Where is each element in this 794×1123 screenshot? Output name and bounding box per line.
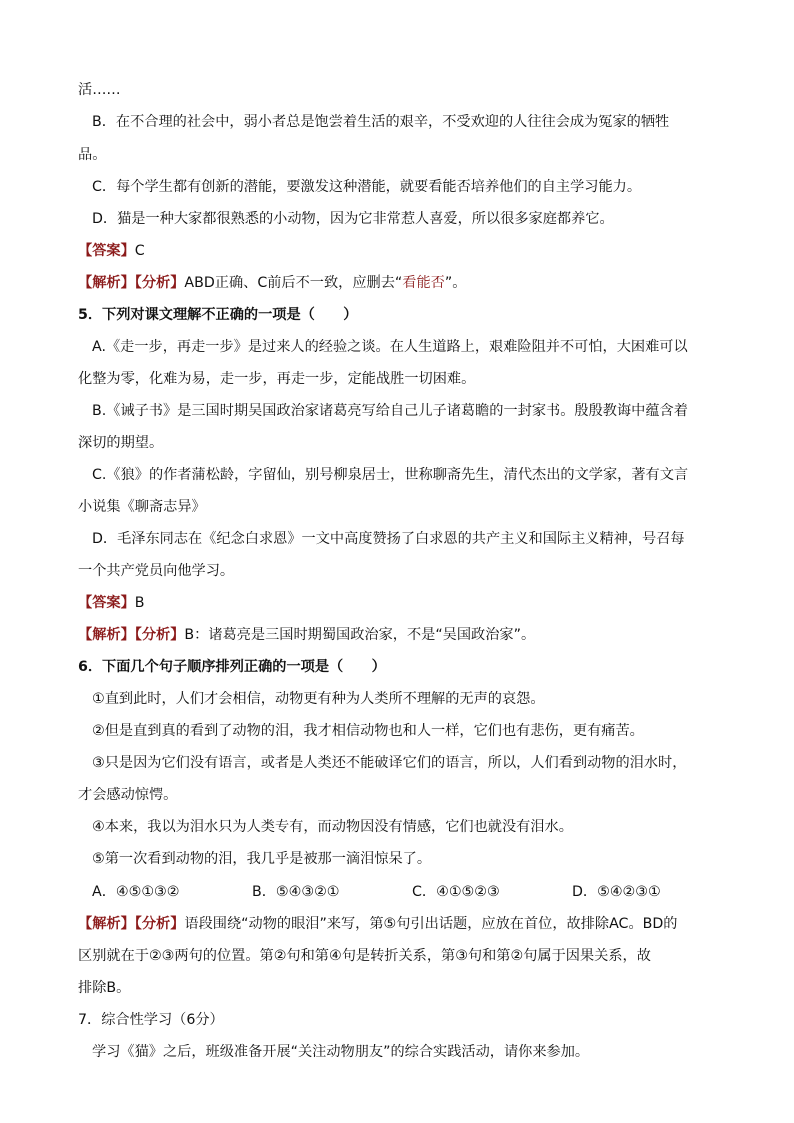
text-line: 深切的期望。 (78, 435, 164, 451)
text-line: 品。 (78, 147, 107, 163)
option-b-q6: B．⑤④③②① (252, 884, 340, 900)
question-5: 5．下列对课文理解不正确的一项是（ ） (78, 307, 358, 323)
analysis-tag: 【解析】【分析】 (78, 627, 185, 643)
answer-line-q4 (78, 241, 145, 261)
analysis-quote: 看能否 (402, 275, 445, 291)
analysis-tag: 【解析】【分析】 (78, 275, 185, 291)
option-d-q4: D．猫是一种大家都很熟悉的小动物，因为它非常惹人喜爱，所以很多家庭都养它。 (92, 211, 614, 227)
question-7-intro: 学习《猫》之后，班级准备开展“关注动物朋友”的综合实践活动，请你来参加。 (92, 1044, 590, 1060)
text-line: 区别就在于②③两句的位置。第②句和第④句是转折关系，第③句和第②句属于因果关系，故 (78, 948, 651, 964)
answer-tag: 【答案】 (78, 595, 135, 611)
text-line: 排除B。 (78, 980, 131, 996)
analysis-tag: 【解析】【分析】 (78, 916, 185, 932)
sentence-2: ②但是直到真的看到了动物的泪，我才相信动物也和人一样，它们也有悲伤，更有痛苦。 (92, 723, 644, 739)
sentence-3: ③只是因为它们没有语言，或者是人类还不能破译它们的语言，所以，人们看到动物的泪水时， (92, 755, 687, 771)
analysis-text: B：诸葛亮是三国时期蜀国政治家，不是“吴国政治家”。 (184, 627, 536, 643)
text-line: 一个共产党员向他学习。 (78, 563, 235, 579)
answer-value: B (134, 595, 145, 611)
analysis-end: ”。 (444, 275, 467, 291)
sentence-1: ①直到此时，人们才会相信，动物更有种为人类所不理解的无声的哀怨。 (92, 691, 545, 707)
option-c-q4: C．每个学生都有创新的潜能，要激发这种潜能，就要看能否培养他们的自主学习能力。 (92, 179, 642, 195)
option-d-q6: D．⑤④②③① (572, 884, 661, 900)
question-7: 7．综合性学习（6分） (78, 1012, 224, 1028)
option-c-q5: C.《狼》的作者蒲松龄，字留仙，别号柳泉居士，世称聊斋先生，清代杰出的文学家，著有文言 (92, 467, 689, 483)
sentence-4: ④本来，我以为泪水只为人类专有，而动物因没有情感，它们也就没有泪水。 (92, 819, 573, 835)
analysis-text: 语段围绕“动物的眼泪”来写，第⑤句引出话题，应放在首位，故排除AC。BD的 (184, 916, 678, 932)
option-a-q6: A．④⑤①③② (92, 884, 180, 900)
analysis-line-q5 (78, 625, 535, 645)
option-a-q5: A.《走一步，再走一步》是过来人的经验之谈。在人生道路上，艰难险阻并不可怕，大困难可以 (92, 339, 688, 355)
answer-line-q5 (78, 593, 145, 613)
text-line: 活…… (78, 82, 121, 98)
option-b-q5: B.《诫子书》是三国时期吴国政治家诸葛亮写给自己儿子诸葛瞻的一封家书。殷殷教诲中蕴含着 (92, 403, 688, 419)
analysis-line-q4 (78, 273, 466, 293)
analysis-line-q6 (78, 914, 677, 934)
sentence-5: ⑤第一次看到动物的泪，我几乎是被那一滴泪惊呆了。 (92, 851, 432, 867)
analysis-text: ABD正确、C前后不一致，应删去“ (184, 275, 403, 291)
answer-tag: 【答案】 (78, 243, 135, 259)
options-q6 (92, 882, 661, 902)
option-b-q4: B．在不合理的社会中，弱小者总是饱尝着生活的艰辛，不受欢迎的人往往会成为冤家的牺牲 (92, 114, 670, 130)
question-6: 6．下面几个句子顺序排列正确的一项是（ ） (78, 659, 386, 675)
text-line: 小说集《聊斋志异》 (78, 499, 206, 515)
text-line: 化整为零，化难为易，走一步，再走一步，定能战胜一切困难。 (78, 371, 476, 387)
text-line: 才会感动惊愕。 (78, 787, 178, 803)
option-d-q5: D．毛泽东同志在《纪念白求恩》一文中高度赞扬了白求恩的共产主义和国际主义精神，号召每 (92, 531, 685, 547)
answer-value: C (134, 243, 145, 259)
option-c-q6: C．④①⑤②③ (412, 884, 500, 900)
